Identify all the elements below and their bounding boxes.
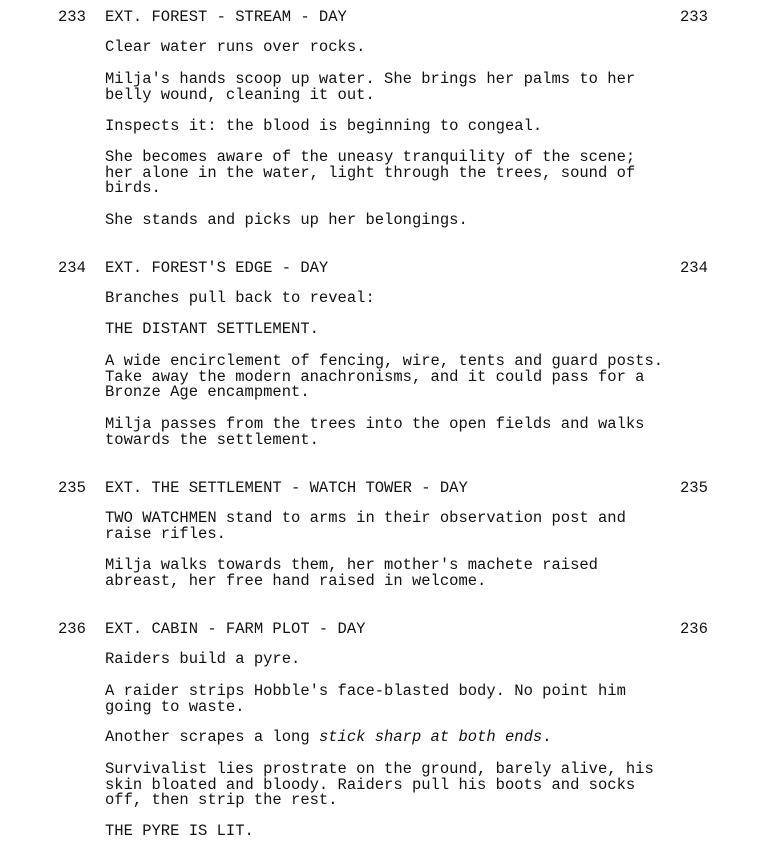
scene-heading: EXT. CABIN - FARM PLOT - DAY <box>105 620 366 638</box>
action-paragraph: Milja passes from the trees into the open fields and walks towards the settlement. <box>105 415 645 449</box>
scene-heading: EXT. FOREST'S EDGE - DAY <box>105 259 329 277</box>
scene-heading: EXT. THE SETTLEMENT - WATCH TOWER - DAY <box>105 479 468 497</box>
scene-number-left: 233 <box>58 8 86 26</box>
scene-heading: EXT. FOREST - STREAM - DAY <box>105 8 347 26</box>
action-paragraph: Milja's hands scoop up water. She brings her palms to her belly wound, cleaning it out. <box>105 70 636 104</box>
action-paragraph: TWO WATCHMEN stand to arms in their observation post and raise rifles. <box>105 509 626 543</box>
text-run: Another scrapes a long <box>105 728 319 746</box>
action-paragraph: THE PYRE IS LIT. <box>105 822 254 840</box>
action-paragraph: A wide encirclement of fencing, wire, tents and guard posts. Take away the modern anachronisms, and it could pass for a Bronze Age encampment. <box>105 352 664 401</box>
action-paragraph: A raider strips Hobble's face-blasted body. No point him going to waste. <box>105 682 626 716</box>
action-paragraph: Milja walks towards them, her mother's machete raised abreast, her free hand raised in welcome. <box>105 556 598 590</box>
scene-number-left: 235 <box>58 479 86 497</box>
action-paragraph: Survivalist lies prostrate on the ground, barely alive, his skin bloated and bloody. Raiders pull his boots and socks off, then strip the rest. <box>105 760 654 809</box>
action-paragraph: Clear water runs over rocks. <box>105 38 366 56</box>
action-paragraph: Raiders build a pyre. <box>105 650 301 668</box>
scene-number-right: 234 <box>680 259 708 277</box>
scene-number-left: 236 <box>58 620 86 638</box>
scene-number-right: 235 <box>680 479 708 497</box>
action-paragraph: She stands and picks up her belongings. <box>105 211 468 229</box>
action-paragraph-italic <box>105 730 705 746</box>
action-paragraph: Inspects it: the blood is beginning to congeal. <box>105 117 543 135</box>
action-paragraph: She becomes aware of the uneasy tranquility of the scene; her alone in the water, light through the trees, sound of birds. <box>105 148 636 197</box>
italic-text-run: stick sharp at both ends <box>318 728 543 746</box>
scene-number-left: 234 <box>58 259 86 277</box>
action-paragraph: Branches pull back to reveal: <box>105 289 375 307</box>
scene-number-right: 236 <box>680 620 708 638</box>
scene-number-right: 233 <box>680 8 708 26</box>
action-paragraph: THE DISTANT SETTLEMENT. <box>105 320 319 338</box>
text-run: . <box>542 728 552 746</box>
